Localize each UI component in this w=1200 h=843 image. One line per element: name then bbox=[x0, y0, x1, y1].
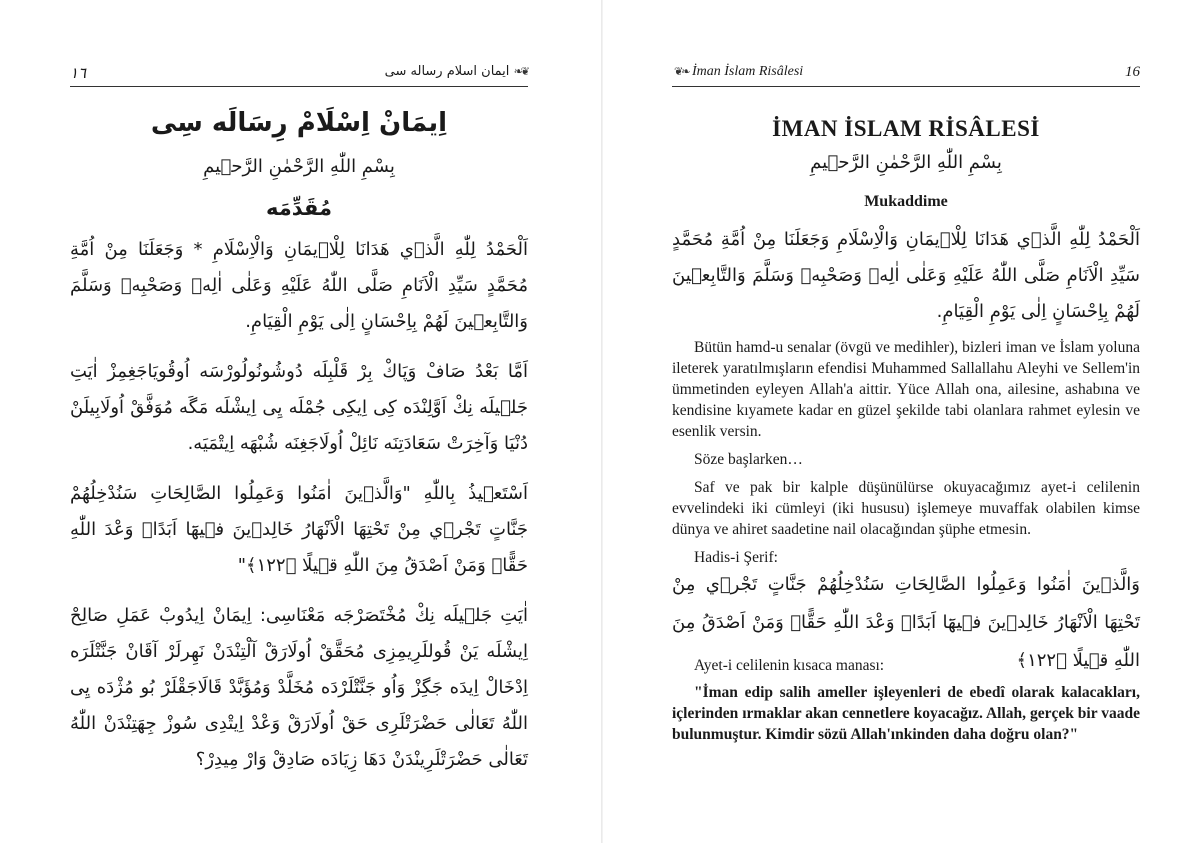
right-section-heading: Mukaddime bbox=[864, 193, 948, 210]
paragraph-two: Saf ve pak bir kalple düşünülürse okuyacağımız ayet-i celilenin evvelindeki iki cümleyi (iki hususu) işlemeye muvaffak olabilen kimse dünya ve ahiret saadetine nail olacağından şüphe etmesin. bbox=[672, 479, 1140, 538]
left-section-heading: مُقَدِّمَه bbox=[266, 196, 332, 220]
right-basmala: بِسْمِ اللّٰهِ الرَّحْمٰنِ الرَّح۪يمِ bbox=[810, 152, 1002, 173]
left-verse-paragraph: اَسْتَع۪يذُ بِاللّٰهِ "وَالَّذ۪ينَ اٰمَنُوا وَعَمِلُوا الصَّالِحَاتِ سَنُدْخِلُهُمْ جَنَّاتٍ تَجْر۪ي مِنْ تَحْتِهَا الْاَنْهَارُ خَالِد۪ينَ ف۪يهَٓا اَبَدًاۜ وَعْدَ اللّٰهِ حَقًّاۜ وَمَنْ اَصْدَقُ مِنَ اللّٰهِ ق۪يلًا ﴿١٢٢﴾" bbox=[70, 483, 528, 576]
left-paragraph: اَلْحَمْدُ لِلّٰهِ الَّذ۪ي هَدَانَا لِلْا۪يمَانِ وَالْاِسْلَامِ * وَجَعَلَنَا مِنْ اُمَّةِ مُحَمَّدٍ سَيِّدِ الْاَنَامِ صَلَّى اللّٰهُ عَلَيْهِ وَعَلٰى اٰلِه۪ وَصَحْبِه۪ وَسَلَّمَ وَالتَّابِع۪ينَ لَهُمْ بِاِحْسَانٍ اِلٰى يَوْمِ الْقِيَامِ. bbox=[70, 239, 528, 332]
left-running-title bbox=[385, 64, 528, 79]
right-running-title bbox=[674, 64, 803, 80]
header-ornament-icon: ❦❧ bbox=[674, 66, 689, 78]
right-verse: وَالَّذ۪ينَ اٰمَنُوا وَعَمِلُوا الصَّالِحَاتِ سَنُدْخِلُهُمْ جَنَّاتٍ تَجْر۪ي مِنْ تَحْتِهَا الْاَنْهَارُ خَالِد۪ينَ ف۪يهَٓا اَبَدًاۜ وَعْدَ اللّٰهِ حَقًّاۜ وَمَنْ اَصْدَقُ مِنَ اللّٰهِ ق۪يلًا ﴿١٢٢﴾ bbox=[672, 574, 1140, 671]
soze-baslarken: Söze başlarken… bbox=[694, 451, 803, 468]
book-gutter bbox=[601, 0, 603, 843]
right-body bbox=[672, 337, 1140, 568]
meaning-label: Ayet-i celilenin kısaca manası: bbox=[694, 657, 885, 674]
right-meaning bbox=[672, 655, 1140, 745]
left-page-header bbox=[70, 60, 528, 87]
left-paragraph: اٰيَتِ جَل۪يلَه نِكْ مُخْتَصَرْجَه مَعْنَاسِى: اِيمَانْ اِيدُوبْ عَمَلِ صَالِحْ اِيشْلَه يَنْ قُوللَرِيمِزِى مُحَقَّقْ اُولَارَقْ آلْتِنْدَنْ نَهِرلَرْ آقَانْ جَنَّتْلَرَه اِدْخَالْ اِيدَه جَگِزْ وَاُو جَنَّتْلَرْدَه مُخَلَّدْ وَمُؤَبَّدْ قَالَاجَقْلَرْ بُو مُژْدَه يِى اللّٰهُ تَعَالٰى حَضْرَتْلَرِى حَقْ اُولَارَقْ وَعْدْ اِيتْدِى سُوزْ جِهَتِنْدَنْ اللّٰهُ تَعَالٰى حَضْرَتْلَرِينْدَنْ دَهَا زِيَادَه صَادِقْ وَارْ مِيدِرْ؟ bbox=[70, 605, 528, 770]
header-ornament-icon: ❦❧ bbox=[513, 65, 528, 78]
right-running-title-text: İman İslam Risâlesi bbox=[691, 64, 804, 79]
meaning-text: "İman edip salih ameller işleyenleri de ebedî olarak kalacakları, içlerinden ırmaklar akan cennetlere koyacağız. Allah, gerçek bir vaade bulunmuştur. Kimdir sözü Allah'ınkinden daha doğru olan?" bbox=[672, 684, 1140, 743]
left-basmala: بِسْمِ اللّٰهِ الرَّحْمٰنِ الرَّح۪يمِ bbox=[203, 156, 395, 177]
hadis-label: Hadis-i Şerif: bbox=[694, 549, 778, 566]
right-page-number: 16 bbox=[1125, 64, 1140, 80]
translation-paragraph: Bütün hamd-u senalar (övgü ve medihler), bizleri iman ve İslam yoluna ileterek yaratılmışların efendisi Muhammed Sallallahu Aleyhi ve Sellem'in ümmetinden eyleyen Allah'a aittir. Yüce Allah ona, ailesine, ashabına ve kendisine kıyamete kadar en güzel şekilde tabi olanlara rahmet eylesin ve esenlik versin. bbox=[672, 339, 1140, 440]
right-page bbox=[672, 0, 1140, 843]
right-page-header bbox=[672, 60, 1140, 87]
right-arabic-intro: اَلْحَمْدُ لِلّٰهِ الَّذ۪ي هَدَانَا لِلْا۪يمَانِ وَالْاِسْلَامِ وَجَعَلَنَا مِنْ اُمَّةِ مُحَمَّدٍ سَيِّدِ الْاَنَامِ صَلَّى اللّٰهُ عَلَيْهِ وَعَلٰى اٰلِه۪ وَصَحْبِه۪ وَسَلَّمَ وَالتَّابِع۪ينَ لَهُمْ بِاِحْسَانٍ اِلٰى يَوْمِ الْقِيَامِ. bbox=[672, 229, 1140, 322]
left-body bbox=[70, 232, 528, 778]
left-page bbox=[70, 0, 528, 843]
left-page-title: اِيمَانْ اِسْلَامْ رِسَالَه سِى bbox=[150, 108, 448, 138]
left-paragraph: اَمَّا بَعْدُ صَافْ وَپَاكْ بِرْ قَلْبِلَه دُوشُونُولُورْسَه اُوقُويَاجَغِمِزْ اٰيَتِ جَل۪يلَه نِكْ اَوَّلِنْدَه كِى اِيكِى جُمْلَه يِى اِيشْلَه مَگَه مُوَفَّقْ اُولَابِيلَنْ دُنْيَا وَآخِرَتْ سَعَادَتِنَه نَائِلْ اُولَاجَغِنَه شُبْهَه اِيتْمَيَه. bbox=[70, 361, 528, 454]
left-page-number: ١٦ bbox=[70, 66, 87, 82]
left-running-title-text: ایمان اسلام رساله سی bbox=[384, 64, 510, 79]
right-page-title: İMAN İSLAM RİSÂLESİ bbox=[772, 116, 1040, 141]
